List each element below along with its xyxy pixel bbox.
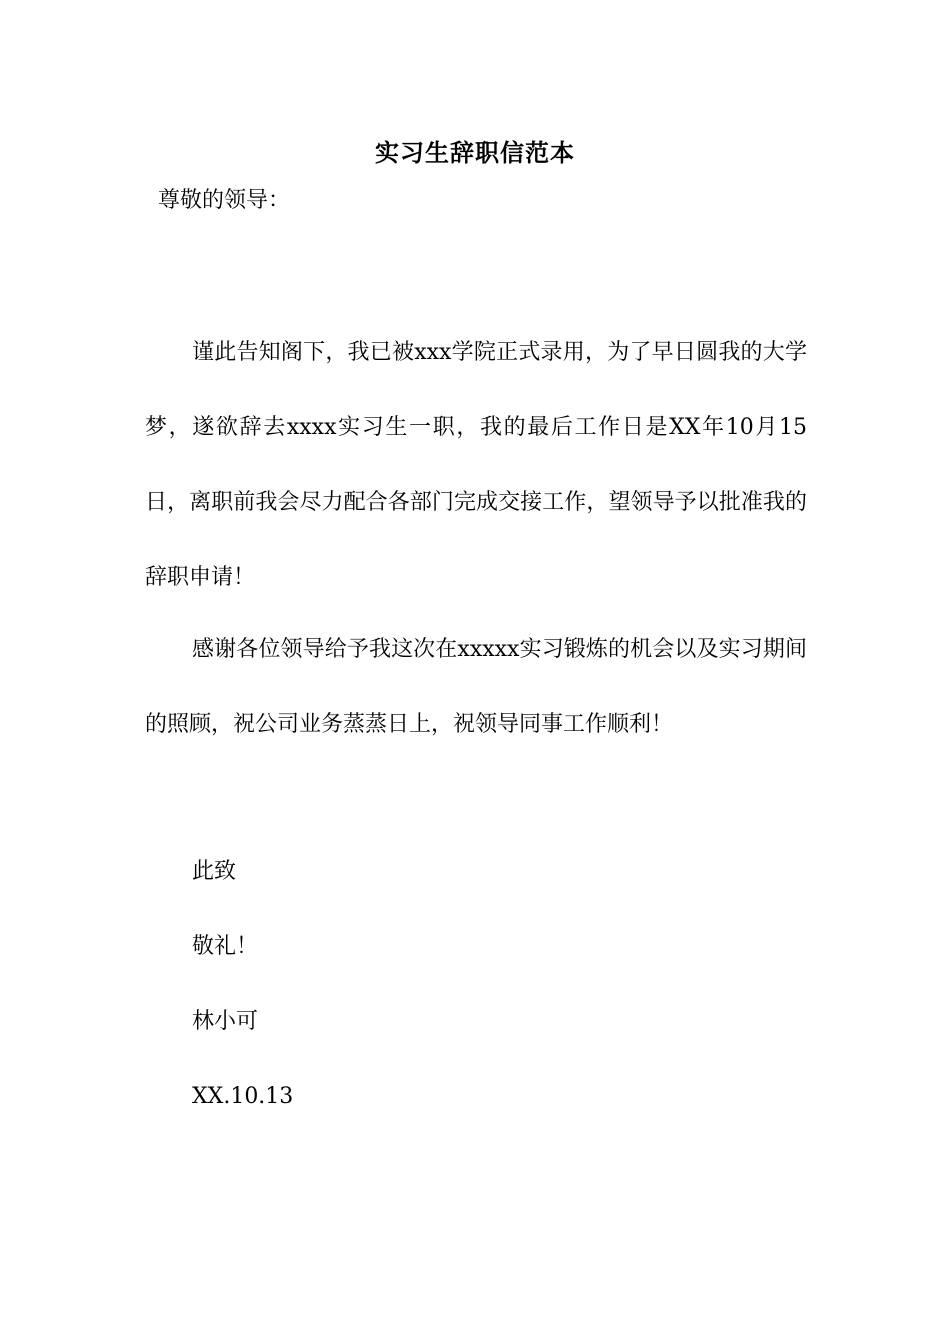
closing-line-2: 敬礼！ [192, 934, 259, 959]
body-paragraph-2: 感谢各位领导给予我这次在xxxxx实习锻炼的机会以及实习期间的照顾，祝公司业务蒸蒸日上，祝领导同事工作顺利！ [145, 637, 807, 737]
document-title: 实习生辞职信范本 [375, 138, 575, 167]
body-paragraph-1: 谨此告知阁下，我已被xxx学院正式录用，为了早日圆我的大学梦，遂欲辞去xxxx实习生一职，我的最后工作日是XX年10月15日，离职前我会尽力配合各部门完成交接工作，望领导予以批准我的辞职申请！ [145, 340, 807, 590]
closing-line-1: 此致 [192, 859, 237, 884]
signature-name: 林小可 [192, 1009, 259, 1034]
salutation: 尊敬的领导： [158, 188, 291, 213]
signature-date: XX.10.13 [192, 1084, 294, 1109]
